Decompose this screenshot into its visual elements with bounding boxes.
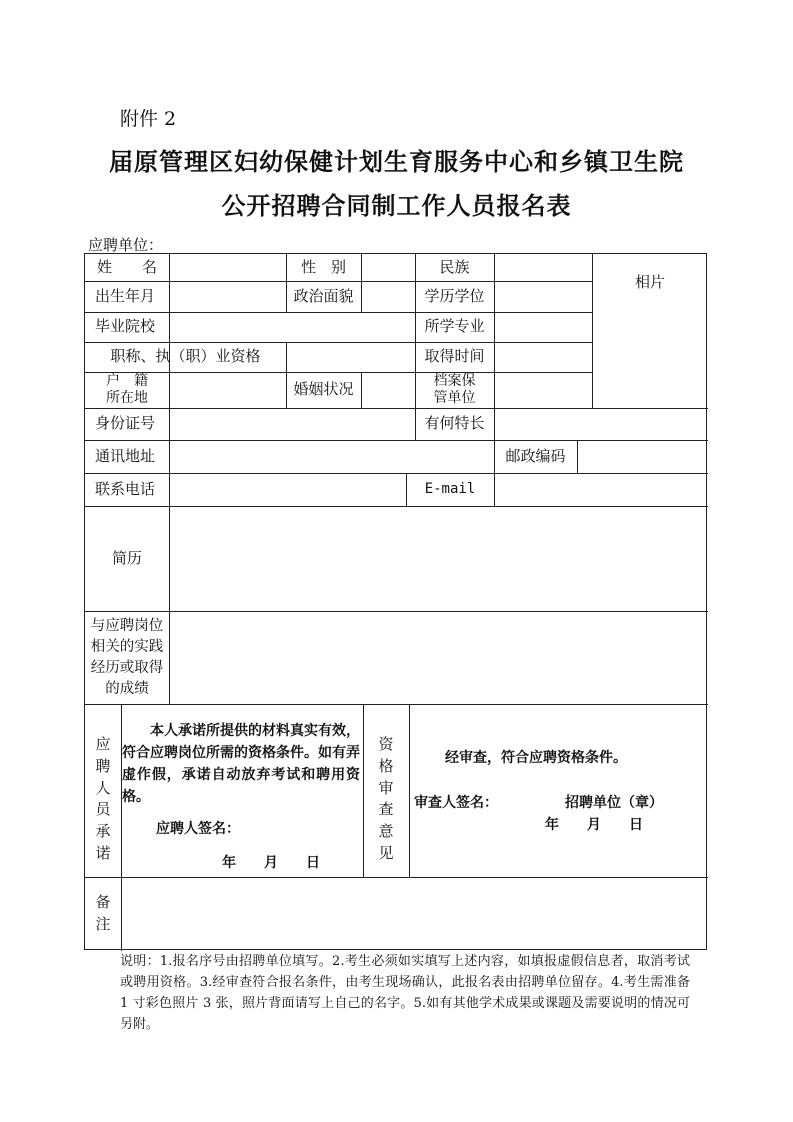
- label-ethnicity: 民族: [439, 257, 470, 276]
- photo-area[interactable]: [593, 298, 708, 408]
- label-school: 毕业院校: [95, 317, 156, 336]
- label-resume: 简历: [111, 548, 142, 567]
- education-field[interactable]: [495, 281, 592, 312]
- label-hukou-line-1: 户 籍: [106, 373, 148, 389]
- label-id-number: 身份证号: [95, 414, 156, 433]
- hukou-field[interactable]: [170, 372, 286, 408]
- ethnicity-field[interactable]: [495, 254, 592, 281]
- marital-field[interactable]: [362, 372, 415, 408]
- specialty-field[interactable]: [495, 408, 708, 440]
- label-photo: 相片: [634, 273, 665, 292]
- review-signature-label: 审查人签名：: [414, 794, 498, 811]
- label-email: E-mail: [424, 481, 476, 498]
- remarks-field[interactable]: [122, 877, 708, 950]
- label-name: 姓 名: [96, 257, 157, 276]
- recruiting-unit-seal: 招聘单位（章）: [565, 794, 663, 811]
- obtain-time-field[interactable]: [495, 342, 592, 372]
- label-applicant-pledge: 应聘人员承诺: [95, 735, 111, 862]
- form-title-line-1: 届原管理区妇幼保健计划生育服务中心和乡镇卫生院: [109, 147, 684, 176]
- pledge-signature-label: 应聘人签名：: [156, 821, 240, 837]
- gender-field[interactable]: [362, 254, 415, 281]
- label-hukou: [85, 372, 169, 408]
- postcode-field[interactable]: [578, 440, 708, 473]
- birth-field[interactable]: [170, 281, 286, 312]
- label-specialty: 有何特长: [424, 414, 485, 433]
- archive-field[interactable]: [495, 372, 592, 408]
- form-title-line-2: 公开招聘合同制工作人员报名表: [221, 191, 572, 220]
- form-notes: 说明：1.报名序号由招聘单位填写。2.考生必须如实填写上述内容，如填报虚假信息者，取消考试或聘用资格。3.经审查符合报名条件，由考生现场确认，此报名表由招聘单位留存。4.考生需准备 1 寸彩色照片 3 张，照片背面请写上自己的名字。5.如有其他学术成果或课题及需要说明的情况可另附。: [120, 954, 690, 1032]
- label-archive-line-2: 管单位: [433, 390, 476, 406]
- label-major: 所学专业: [424, 317, 485, 336]
- id-number-field[interactable]: [170, 408, 415, 440]
- label-obtain-time: 取得时间: [424, 347, 485, 366]
- phone-field[interactable]: [170, 473, 406, 506]
- pledge-statement: 本人承诺所提供的材料真实有效，符合应聘岗位所需的资格条件。如有弄虚作假，承诺自动放弃考试和聘用资格。: [122, 723, 360, 805]
- label-remarks: 备注: [95, 893, 111, 933]
- label-archive-line-1: 档案保: [433, 373, 476, 389]
- address-field[interactable]: [170, 440, 494, 473]
- school-field[interactable]: [170, 312, 415, 342]
- review-statement: 经审查，符合应聘资格条件。: [445, 749, 627, 766]
- label-archive: [415, 372, 494, 408]
- pledge-date: 年 月 日: [222, 855, 320, 871]
- label-phone: 联系电话: [95, 479, 156, 498]
- title-qualification-field[interactable]: [287, 342, 415, 372]
- label-birth: 出生年月: [95, 286, 156, 305]
- review-date: 年 月 日: [545, 816, 643, 833]
- label-postcode: 邮政编码: [505, 446, 566, 465]
- political-field[interactable]: [362, 281, 415, 312]
- email-field[interactable]: [495, 473, 708, 506]
- resume-field[interactable]: [170, 506, 708, 611]
- related-experience-field[interactable]: [170, 611, 708, 704]
- major-field[interactable]: [495, 312, 592, 342]
- label-hukou-line-2: 所在地: [106, 390, 148, 406]
- label-address: 通讯地址: [95, 446, 156, 465]
- label-related-experience: 与应聘岗位相关的实践经历或取得的成绩: [90, 617, 164, 697]
- label-political: 政治面貌: [293, 286, 354, 305]
- label-review-opinion: 资格审查意见: [378, 735, 394, 862]
- label-gender: 性 别: [300, 257, 346, 276]
- annex-label: 附件 2: [120, 108, 177, 130]
- label-marital: 婚姻状况: [293, 380, 354, 399]
- applicant-pledge-block: [122, 720, 360, 874]
- label-education: 学历学位: [424, 286, 485, 305]
- label-title-qualification: 职称、执（职）业资格: [110, 347, 261, 366]
- recruiting-unit-label: 应聘单位：: [88, 236, 164, 254]
- name-field[interactable]: [170, 254, 286, 281]
